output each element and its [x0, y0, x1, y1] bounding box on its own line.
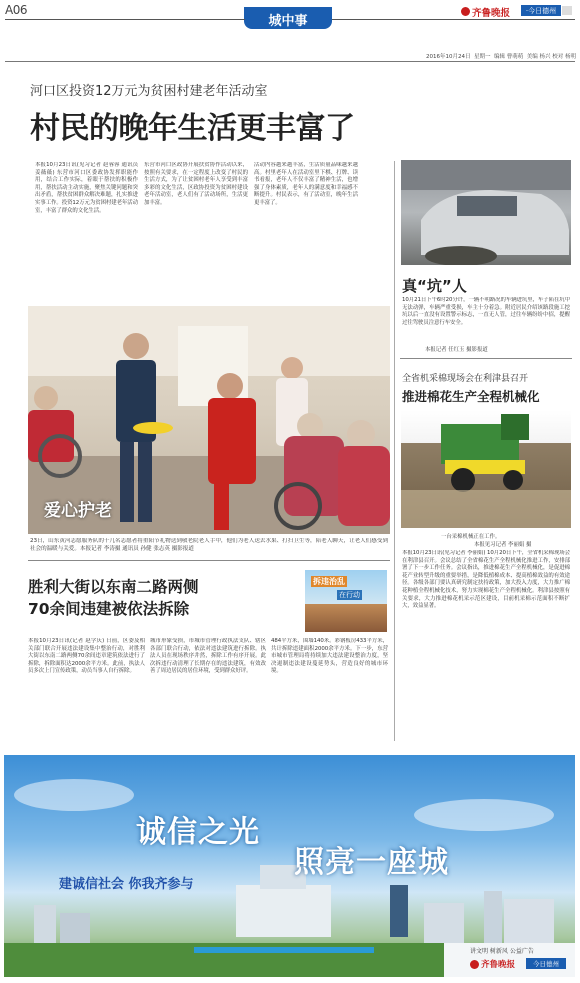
- brand-sub: ·今日德州: [525, 7, 557, 15]
- harvester-scene: [401, 410, 571, 528]
- harvester-caption: 一台采棉机械正在工作。: [441, 534, 501, 540]
- section-rule: [28, 560, 390, 561]
- side-credit-1: 本报记者 任红玉 摄影报道: [425, 347, 488, 353]
- side-rule: [400, 358, 572, 359]
- issue-date: 2016年10月24日: [426, 54, 471, 60]
- side-headline-1: 真“坑”人: [402, 277, 467, 295]
- section-title: 城中事: [268, 14, 308, 29]
- brand-name: 齐鲁晚报: [472, 8, 511, 19]
- ad-title-right: 照亮一座城: [294, 845, 449, 880]
- editor: 编辑 曹萌萌: [494, 54, 524, 60]
- demolition-body-col3: 484平方米，围墙140米。彩钢板房433平方米，共计拆除违建面积2000余平方米。下一步，东营市城市管理局将持续加大违法建设整治力度，坚决遏制违法建设蔓延势头，营造良好的城市环境。: [271, 638, 388, 675]
- side-kicker-2: 全省机采棉现场会在利津县召开: [402, 374, 529, 384]
- badge-line2: 在行动: [339, 591, 360, 599]
- ad-footer-brand: 齐鲁晚报: [481, 960, 516, 970]
- lead-headline: 村民的晚年生活更丰富了: [30, 111, 355, 146]
- logo-sun-icon: [461, 7, 470, 16]
- lead-body-col1: 本报10月23日讯(见习记者 赵蓉蓉 通讯员 姜薇薇) 东营市河口区委政协发挥职能作用，结合工作实际，着眼于帮扶的积极作用，帮扶活动主动实施，聚焦关键问题和突出矛盾，帮扶贫困群众解决难题，扎实推进实事工作。投资12万元为贫困村建老年活动室，丰富了群众的文化生活。: [35, 162, 138, 214]
- cotton-harvester-photo: [401, 410, 571, 528]
- photo-caption: 23日，山东黄河志愿服务队的十几名志愿者将重阳节礼物送到敬老院老人手中，他们为老人送去水果、打扫卫生等，陪老人聊天，让老人们感受到社会的温暖与关爱。本报记者 李涛摄 通讯员 孙健 张志英 摄影报道: [30, 538, 388, 552]
- lead-body-col2: 东营市河口区政协开展扶贫协作活动以来，按照有关要求，在一定程度上改变了村民的生活方式，为了让贫困村老年人享受到丰富多彩的文化生活，区政协投资为贫困村建设老年活动室，老人们有了活动场所，生活更加丰富。: [144, 162, 248, 206]
- designer: 美编 杨兴: [526, 54, 551, 60]
- side-body-2: 本报10月23日讯(见习记者 李丽娟) 10月20日下午，全省机采棉现场会在利津县召开。会议总结了全省棉花生产全程机械化推进工作，安排部署了下一步工作任务。会议指出，推进棉花生产全程机械化，是促进棉花产业转型升级的重要举措，是降低植棉成本、提高植棉效益的有效途径。各级各部门要认真研究制定扶持政策，加大投入力度，大力推广棉花种植全程机械化技术，努力实现棉花生产全程机械化。利津县按照有关要求，大力推进棉花机采示范区建设，目前机采棉示范面积不断扩大，效益显著。: [402, 550, 570, 610]
- side-body-1: 10月21日下午6时20分许，一辆不明路况的车辆进坑里，车子陷在坑中无法动弹，车辆严重受损，车主十分着急。附近居民介绍该路段施工挖坑以后一直没有设置警示标志，一直无人管，过往车辆纷纷中招，提醒过往驾驶员注意行车安全。: [402, 297, 570, 326]
- header-meta: [426, 52, 576, 60]
- lead-body-col3: 活动内容越来越丰富，生活质量品味越来越高。村里老年人在活动室里下棋、打牌、读书看报，老年人不仅丰富了精神生活，也增强了身体素质，老年人的满意度和幸福感不断提升。村民表示，有了活动室，晚年生活更丰富了。: [254, 162, 358, 206]
- ad-slogan: 建诚信社会 你我齐参与: [59, 877, 194, 892]
- page-number: A06: [5, 3, 27, 17]
- ad-footer-sub: 今日德州: [533, 960, 559, 968]
- masthead-logo: [461, 5, 573, 19]
- header-rule-right: [332, 19, 575, 20]
- demolition-headline-2: 70余间违建被依法拆除: [28, 600, 190, 618]
- badge-line1: 拆违治乱: [313, 577, 345, 586]
- demolition-badge: [305, 570, 387, 632]
- demolition-body-col2: 城市形象受损，市城市管理行政执法支队、辖区各部门联合行动，依法对违法建筑进行拆除。执法人员在现场秩序井然，拆除工作有序开展。此次拆违行动清理了长期存在的违法建筑，有效改善了周边居民的居住环境，受到群众好评。: [150, 638, 266, 675]
- column-divider: [394, 161, 395, 741]
- side-headline-2: 推进棉花生产全程机械化: [402, 389, 540, 404]
- lead-kicker: 河口区投资12万元为贫困村建老年活动室: [30, 84, 268, 99]
- harvester-credit: 本报见习记者 李丽娟 摄: [474, 542, 532, 548]
- public-service-ad: [4, 755, 575, 977]
- car-in-pit-photo: [401, 160, 571, 265]
- ad-footer-tag: 讲文明 树新风 公益广告: [470, 948, 534, 955]
- header-rule: [5, 19, 245, 20]
- chevron-icon: [562, 6, 572, 15]
- ad-title-left: 诚信之光: [136, 815, 260, 850]
- demolition-body-col1: 本报10月23日讯(记者 赵学庆) 日前，区委及相关部门联合开展违法建设集中整治行动，对胜利大街以东南二路两侧70余间违章建筑依法进行了拆除，拆除面积达2000余平方米。此前，执法人员多次上门宣传政策，动员当事人自行拆除。: [28, 638, 145, 675]
- meta-rule: [5, 61, 575, 62]
- ad-footer-logo-icon: [470, 960, 479, 969]
- proofreader: 校对 杨明: [552, 54, 577, 60]
- car-scene: [401, 160, 571, 265]
- weekday: 星期一: [474, 54, 491, 60]
- volunteers-photo: [28, 306, 390, 534]
- photo-overlay-title: 爱心护老: [44, 501, 112, 521]
- demolition-headline-1: 胜利大街以东南二路两侧: [28, 578, 199, 596]
